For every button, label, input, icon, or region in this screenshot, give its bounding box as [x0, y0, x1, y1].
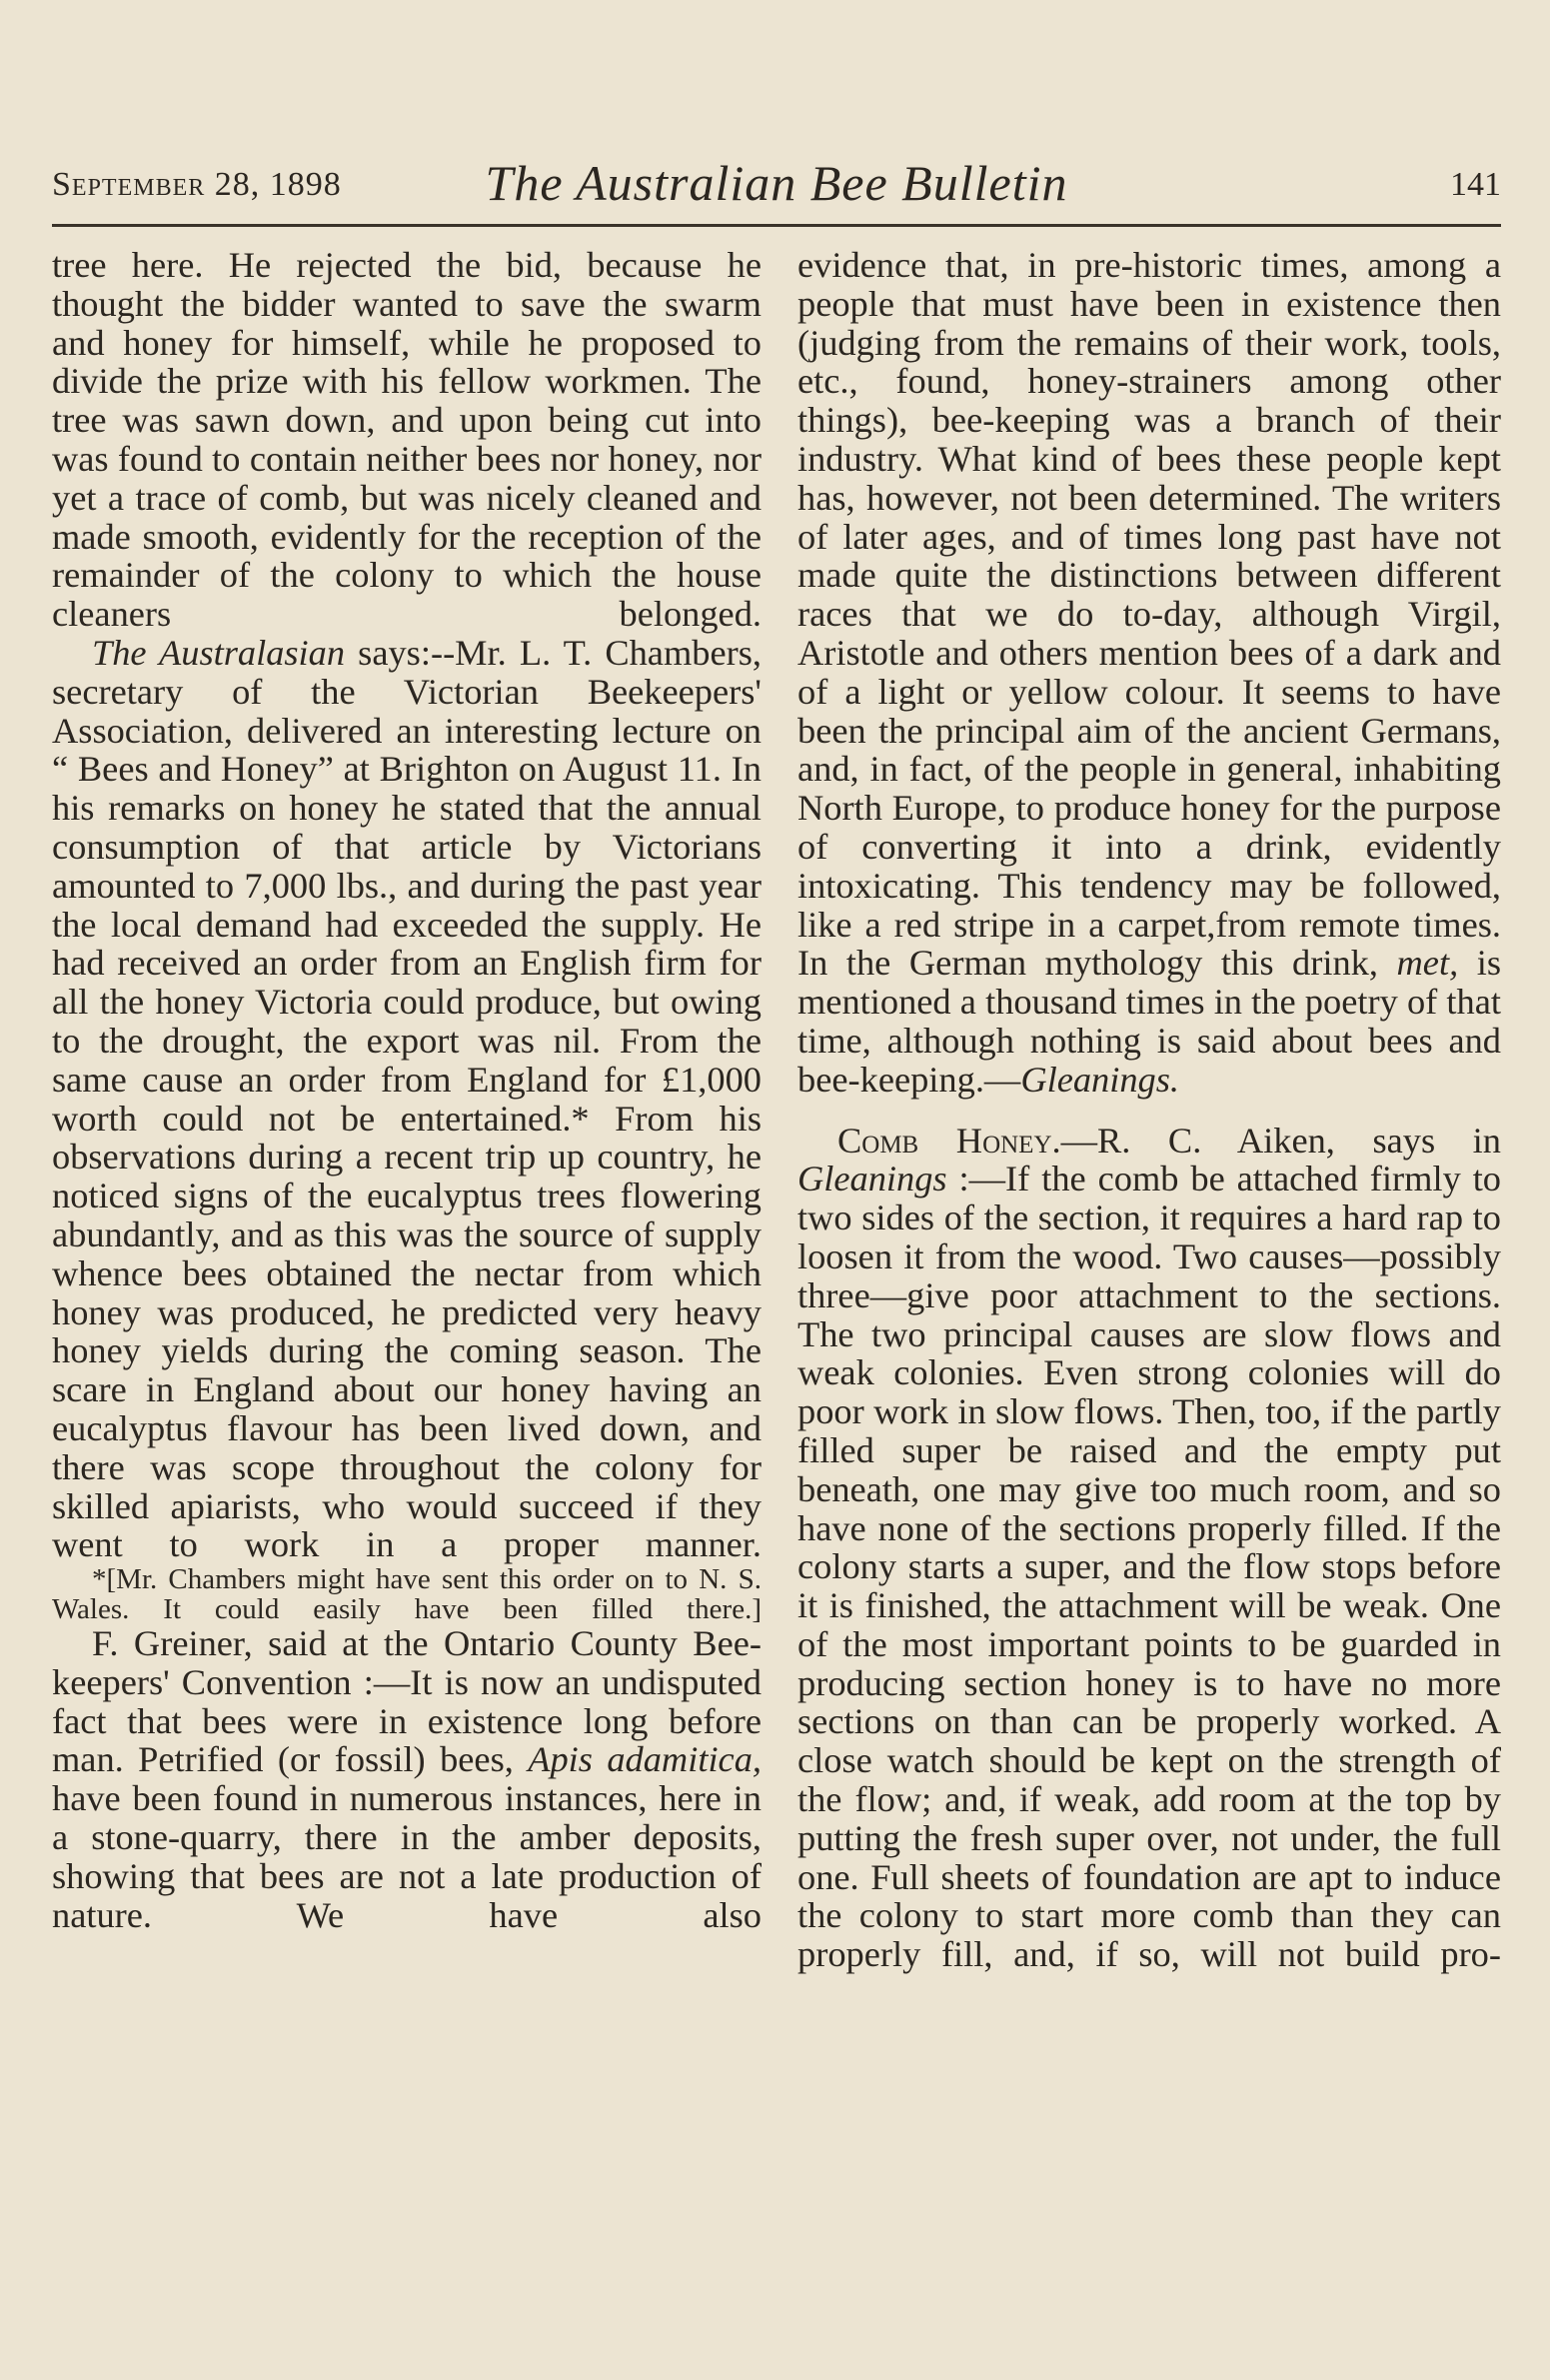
paragraph-intro: —R. C. Aiken, says in	[1060, 1120, 1501, 1161]
italic-word: met,	[1396, 943, 1459, 984]
chambers-paragraph	[52, 634, 762, 1564]
paragraph-text: tree here. He rejected the bid, because he thought the bidder wanted to save the swarm and honey for himself, while he proposed to divide the prize with his fellow workmen. The tree was sawn down, and upon being cut into was found to contain neither bees nor honey, nor yet a trace of comb, but was nicely cleaned and made smooth, evidently for the reception of the remainder of the colony to which the house cleaners belonged.	[52, 245, 762, 635]
right-column	[797, 246, 1501, 1974]
greiner-continuation	[797, 246, 1501, 1100]
species-name: Apis adamitica,	[528, 1739, 762, 1780]
comb-honey-paragraph	[797, 1122, 1501, 1975]
source-name: Gleanings	[797, 1159, 947, 1199]
header-rule	[52, 224, 1501, 227]
paragraph-text: :—If the comb be attached firmly to two sides of the section, it requires a hard rap to loosen it from the wood. Two causes—possibly three—give poor attachment to the sections. The two principal causes are slow flows and weak colonies. Even strong colonies will do poor work in slow flows. Then, too, if the partly filled super be raised and the empty put beneath, one may give too much room, and so have none of the sections properly filled. If the colony starts a super, and the flow stops before it is finished, the attachment will be weak. One of the most important points to be guarded in producing section honey is to have no more sections on than can be properly worked. A close watch should be kept on the strength of the flow; and, if weak, add room at the top by putting the fresh super over, not under, the full one. Full sheets of foundation are apt to induce the colony to start more comb than they can properly fill, and, if so, will not build pro-	[797, 1159, 1501, 1975]
article-continuation	[52, 246, 762, 634]
paragraph-text-continued: have been found in numerous instances, here in a stone-quarry, there in the amber deposits, showing that bees are not a late production of nature. We have also	[52, 1778, 762, 1935]
paragraph-text: says:--Mr. L. T. Chambers, secretary of the Victorian Beekeepers' Association, delivered an interesting lecture on “ Bees and Honey” at Brighton on August 11. In his remarks on honey he stated that the annual consumption of that article by Victorians amounted to 7,000 lbs., and during the past year the local demand had exceeded the supply. He had received an order from an English firm for all the honey Victoria could produce, but owing to the drought, the export was nil. From the same cause an order from England for £1,000 worth could not be entertained.* From his observations during a recent trip up country, he noticed signs of the eucalyptus trees flowering abundantly, and as this was the source of supply whence bees obtained the nectar from which honey was produced, he predicted very heavy honey yields during the coming season. The scare in England about our honey having an eucalyptus flavour has been lived down, and there was scope throughout the colony for skilled apiarists, who would succeed if they went to work in a proper manner.	[52, 632, 762, 1565]
source-name: The Australasian	[92, 632, 346, 673]
left-column	[52, 246, 762, 1934]
page-number: 141	[1450, 166, 1501, 203]
greiner-paragraph	[52, 1624, 762, 1934]
publication-title: The Australian Bee Bulletin	[485, 155, 1068, 211]
editor-footnote: *[Mr. Chambers might have sent this order on to N. S. Wales. It could easily have been filled there.]	[52, 1563, 762, 1626]
page-header	[52, 150, 1501, 216]
source-name: Gleanings.	[1020, 1059, 1180, 1100]
paragraph-text: evidence that, in pre-historic times, among a people that must have been in existence then (judging from the remains of their work, tools, etc., found, honey-strainers among other things), bee-keeping was a branch of their industry. What kind of bees these people kept has, however, not been determined. The writers of later ages, and of times long past have not made quite the distinctions between different races that we do to-day, although Virgil, Aristotle and others mention bees of a dark and of a light or yellow colour. It seems to have been the principal aim of the ancient Germans, and, in fact, of the people in general, inhabiting North Europe, to produce honey for the purpose of converting it into a drink, evidently intoxicating. This tendency may be followed, like a red stripe in a carpet,from remote times. In the German mythology this drink,	[797, 245, 1501, 984]
section-heading: Comb Honey.	[837, 1120, 1061, 1161]
issue-date: September 28, 1898	[52, 166, 342, 203]
paragraph-text-continued: is mentioned a thousand times in the poetry of that time, although nothing is said about bees and bee-keeping.—	[797, 943, 1502, 1100]
paragraph-text: F. Greiner, said at the Ontario County Bee-keepers' Convention :—It is now an undisputed fact that bees were in existence long before man. Petrified (or fossil) bees,	[52, 1623, 762, 1780]
